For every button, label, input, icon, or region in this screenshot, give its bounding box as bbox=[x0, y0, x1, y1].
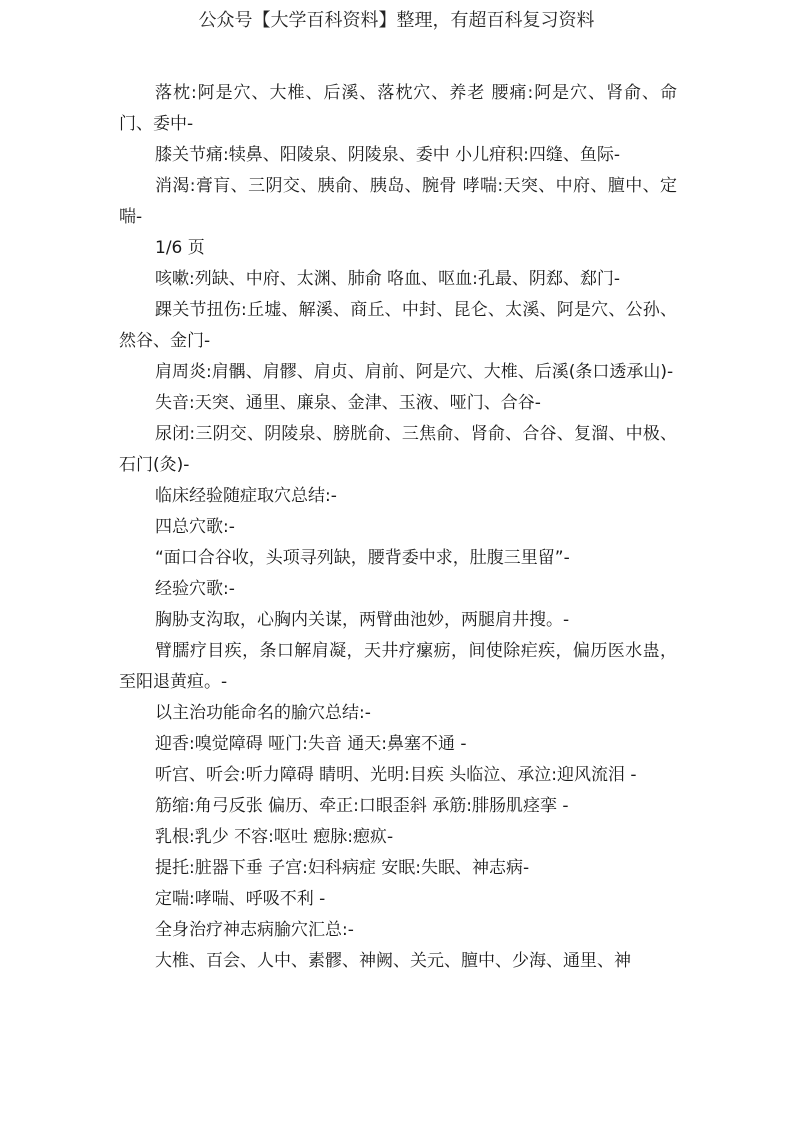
paragraph-diabetes-asthma: 消渴:膏肓、三阴交、胰俞、胰岛、腕骨 哮喘:天突、中府、膻中、定喘- bbox=[119, 176, 677, 227]
list-item-yingxiang: 迎香:嗅觉障碍 哑门:失音 通天:鼻塞不通 - bbox=[155, 734, 467, 754]
section-heading-four-command-points: 四总穴歌:- bbox=[155, 517, 235, 537]
list-item-tituo: 提托:脏器下垂 子宫:妇科病症 安眠:失眠、神志病- bbox=[155, 858, 530, 878]
document-body bbox=[119, 78, 677, 977]
section-heading-mental-illness-points: 全身治疗神志病腧穴汇总:- bbox=[155, 920, 354, 940]
paragraph-ankle-sprain: 踝关节扭伤:丘墟、解溪、商丘、中封、昆仑、太溪、阿是穴、公孙、然谷、金门- bbox=[119, 300, 677, 351]
paragraph-aphonia: 失音:天突、通里、廉泉、金津、玉液、哑门、合谷- bbox=[155, 393, 541, 413]
verse-experience-2: 臂臑疗目疾，条口解肩凝，天井疗瘰疬，间使除疟疾，偏历医水蛊，至阳退黄疸。- bbox=[119, 641, 677, 692]
verse-four-command-points: “面口合谷收，头项寻列缺，腰背委中求，肚腹三里留”- bbox=[155, 548, 570, 568]
verse-experience-1: 胸胁支沟取，心胸内关谋，两臂曲池妙，两腿肩井搜。- bbox=[155, 610, 570, 630]
list-item-tinggong: 听宫、听会:听力障碍 睛明、光明:目疾 头临泣、承泣:迎风流泪 - bbox=[155, 765, 637, 785]
paragraph-frozen-shoulder: 肩周炎:肩髃、肩髎、肩贞、肩前、阿是穴、大椎、后溪(条口透承山)- bbox=[155, 362, 674, 382]
page-header: 公众号【大学百科资料】整理，有超百科复习资料 bbox=[198, 10, 595, 31]
paragraph-urinary-retention: 尿闭:三阴交、阴陵泉、膀胱俞、三焦俞、肾俞、合谷、复溜、中极、石门(灸)- bbox=[119, 424, 677, 475]
paragraph-cough: 咳嗽:列缺、中府、太渊、肺俞 咯血、呕血:孔最、阴郄、郄门- bbox=[155, 269, 620, 289]
paragraph-mental-illness-points: 大椎、百会、人中、素髎、神阙、关元、膻中、少海、通里、神 bbox=[155, 951, 631, 971]
page-number: 1/6 页 bbox=[155, 238, 205, 258]
paragraph-knee-pain: 膝关节痛:犊鼻、阳陵泉、阴陵泉、委中 小儿疳积:四缝、鱼际- bbox=[155, 145, 620, 165]
paragraph-stiff-neck-lumbago: 落枕:阿是穴、大椎、后溪、落枕穴、养老 腰痛:阿是穴、肾俞、命门、委中- bbox=[119, 83, 677, 134]
section-heading-function-named-points: 以主治功能命名的腧穴总结:- bbox=[155, 703, 371, 723]
section-heading-experience-points: 经验穴歌:- bbox=[155, 579, 235, 599]
list-item-dingchuan: 定喘:哮喘、呼吸不利 - bbox=[155, 889, 326, 909]
section-heading-clinical-experience: 临床经验随症取穴总结:- bbox=[155, 486, 337, 506]
list-item-rugen: 乳根:乳少 不容:呕吐 瘛脉:瘛疭- bbox=[155, 827, 394, 847]
list-item-jinsuo: 筋缩:角弓反张 偏历、牵正:口眼歪斜 承筋:腓肠肌痉挛 - bbox=[155, 796, 569, 816]
